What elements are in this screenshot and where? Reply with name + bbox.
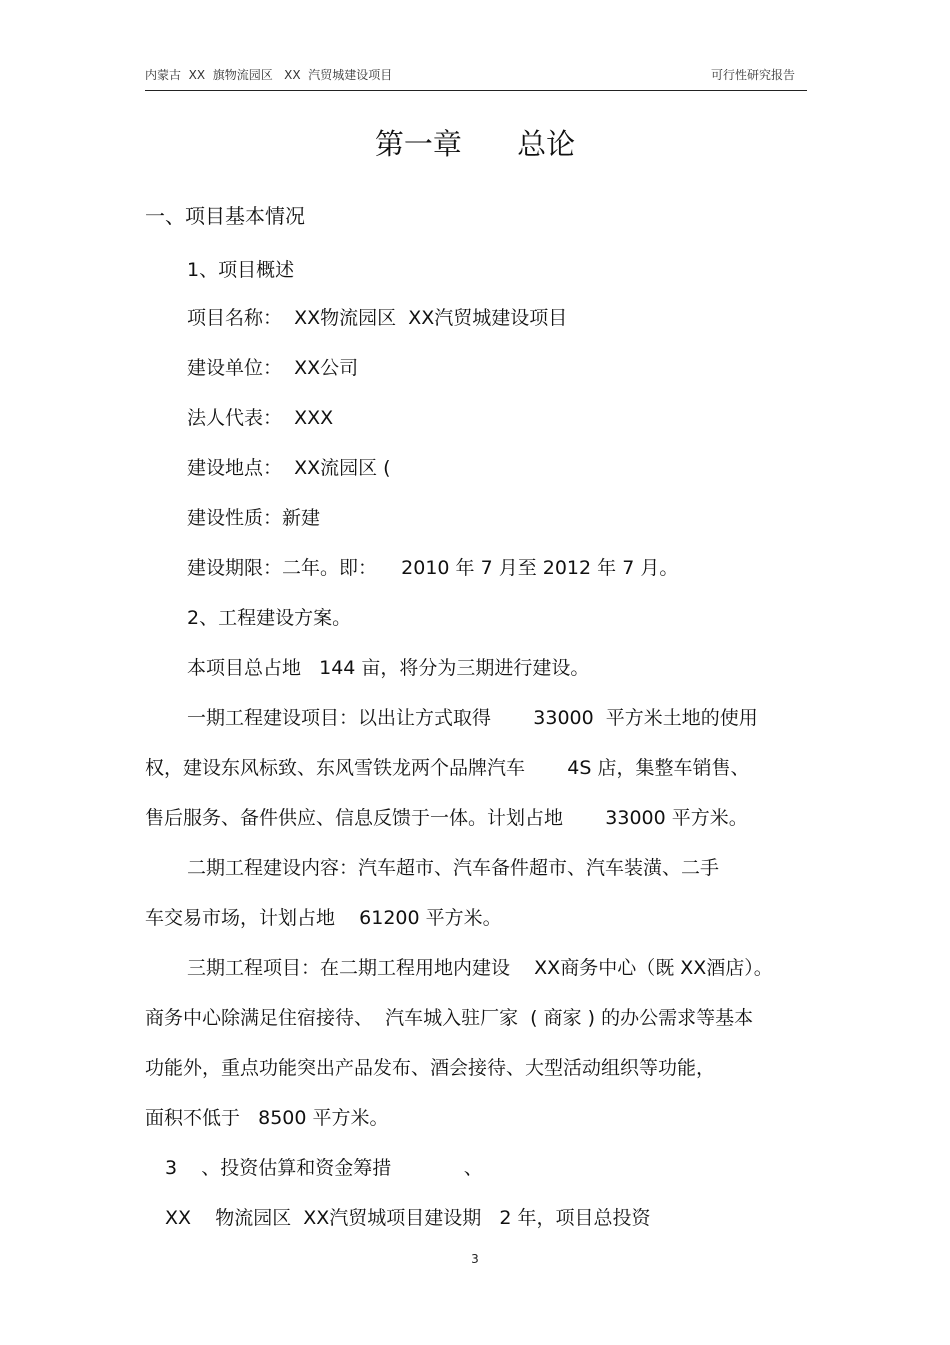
legal-rep-line: 法人代表： XXX <box>187 407 334 429</box>
phase2-line-2: 车交易市场，计划占地 61200 平方米。 <box>145 907 502 929</box>
header-report-type: 可行性研究报告 <box>710 68 795 82</box>
phase1-line-3: 售后服务、备件供应、信息反馈于一体。计划占地 33000 平方米。 <box>145 807 748 829</box>
period-line: 建设期限：二年。即： 2010 年 7 月至 2012 年 7 月。 <box>187 557 679 579</box>
phase3-line-3: 功能外，重点功能突出产品发布、酒会接待、大型活动组织等功能， <box>145 1057 716 1079</box>
section-heading-basic-info: 一、项目基本情况 <box>145 204 305 228</box>
page-number: 3 <box>471 1252 479 1266</box>
header-project-title: 内蒙古 XX 旗物流园区 XX 汽贸城建设项目 <box>145 68 393 82</box>
page-header <box>145 66 807 91</box>
location-line: 建设地点： XX流园区 ( <box>187 457 391 479</box>
builder-line: 建设单位： XX公司 <box>187 357 359 379</box>
investment-line: XX 物流园区 XX汽贸城项目建设期 2 年，项目总投资 <box>165 1207 651 1229</box>
phase1-line-2: 权，建设东风标致、东风雪铁龙两个品牌汽车 4S 店，集整车销售、 <box>145 757 750 779</box>
phase3-line-2: 商务中心除满足住宿接待、 汽车城入驻厂家 ( 商家 ) 的办公需求等基本 <box>145 1007 754 1029</box>
subsection-overview: 1、项目概述 <box>187 259 295 281</box>
total-area-line: 本项目总占地 144 亩，将分为三期进行建设。 <box>187 657 590 679</box>
phase2-line-1: 二期工程建设内容：汽车超市、汽车备件超市、汽车装潢、二手 <box>187 857 720 879</box>
phase3-line-4: 面积不低于 8500 平方米。 <box>145 1107 389 1129</box>
phase1-line-1: 一期工程建设项目：以出让方式取得 33000 平方米土地的使用 <box>187 707 758 729</box>
subsection-investment: 3 、投资估算和资金筹措 、 <box>165 1157 483 1179</box>
chapter-title: 第一章 总论 <box>374 127 576 161</box>
nature-line: 建设性质：新建 <box>187 507 321 529</box>
phase3-line-1: 三期工程项目：在二期工程用地内建设 XX商务中心（既 XX酒店）。 <box>187 957 773 979</box>
project-name-line: 项目名称： XX物流园区 XX汽贸城建设项目 <box>187 307 568 329</box>
subsection-construction-plan: 2、工程建设方案。 <box>187 607 352 629</box>
